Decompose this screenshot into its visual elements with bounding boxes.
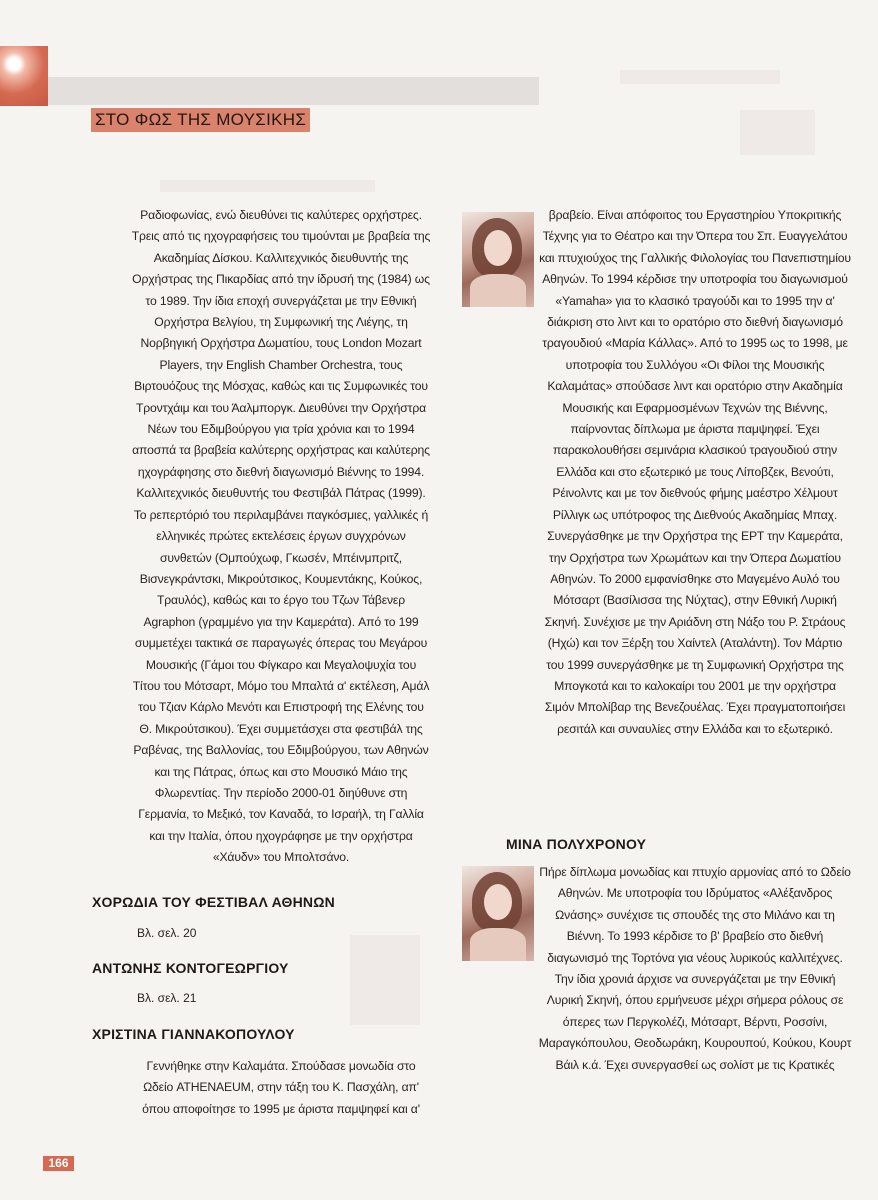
portrait-photo bbox=[462, 866, 534, 961]
page-reference: Βλ. σελ. 20 bbox=[137, 926, 197, 940]
bleed-through-shape bbox=[740, 110, 815, 155]
artist-heading: ΜΙΝΑ ΠΟΛΥΧΡΟΝΟΥ bbox=[506, 836, 647, 852]
bleed-through-shape bbox=[160, 180, 375, 192]
right-column-bio bbox=[538, 862, 852, 1076]
portrait-shoulders bbox=[470, 274, 526, 307]
page-number: 166 bbox=[43, 1156, 74, 1171]
artist-heading: ΧΟΡΩΔΙΑ ΤΟΥ ΦΕΣΤΙΒΑΛ ΑΘΗΝΩΝ bbox=[92, 894, 335, 910]
page-reference: Βλ. σελ. 21 bbox=[137, 991, 197, 1005]
bio-paragraph: βραβείο. Είναι απόφοιτος του Εργαστηρίου Υποκριτικής Τέχνης για το Θέατρο και την Όπερα του Σπ. Ευαγγελάτου και πτυχιούχος της Γαλλικής Φιλολογίας του Πανεπιστημίου Αθηνών. Το 1994 κέρδισε την υποτροφία του διαγωνισμού «Yamaha» για το κλασικό τραγούδι και το 1995 την α' διάκριση στο λιντ και το ορατόριο στο διεθνή διαγωνισμό τραγουδιού «Μαρία Κάλλας». Από το 1995 ως το 1998, με υποτροφία του Συλλόγου «Οι Φίλοι της Μουσικής Καλαμάτας» σπούδασε λιντ και ορατόριο στην Ακαδημία Μουσικής και Εφαρμοσμένων Τεχνών της Βιέννης, παίρνοντας δίπλωμα με άριστα παμψηφεί. Έχει παρακολουθήσει σεμινάρια κλασικού τραγουδιού στην Ελλάδα και στο εξωτερικό με τους Λίποβζεκ, Βενούτι, Ρέινολντς και με τον διεθνούς φήμης μαέστρο Χέλμουτ Ρίλλιγκ ως υπότροφος της Διεθνούς Ακαδημίας Μπαχ. Συνεργάσθηκε με την Ορχήστρα της ΕΡΤ την Καμεράτα, την Ορχήστρα των Χρωμάτων και την Όπερα Δωματίου Αθηνών. Το 2000 εμφανίσθηκε στο Μαγεμένο Αυλό του Μότσαρτ (Βασίλισσα της Νύχτας), στην Εθνική Λυρική Σκηνή. Συνέχισε με την Αριάδνη στη Νάξο του Ρ. Στράους (Ηχώ) και τον Ξέρξη του Χαίντελ (Αταλάντη). Τον Μάρτιο του 1999 συνεργάσθηκε με τη Συμφωνική Ορχήστρα της Μπογκοτά και το καλοκαίρι του 2001 με την ορχήστρα Σιμόν Μπολίβαρ της Βενεζουέλας. Έχει πραγματοποιήσει ρεσιτάλ και συναυλίες στην Ελλάδα και το εξωτερικό. bbox=[539, 208, 851, 736]
left-column-bio bbox=[131, 1056, 431, 1120]
portrait-shoulders bbox=[470, 928, 526, 961]
bio-paragraph: Ραδιοφωνίας, ενώ διευθύνει τις καλύτερες ορχήστρες. Τρεις από τις ηχογραφήσεις του τιμούνται με βραβεία της Ακαδημίας Δίσκου. Καλλιτεχνικός διευθυντής της Ορχήστρας της Πικαρδίας από την ίδρυσή της (1984) ως το 1989. Την ίδια εποχή συνεργάζεται με την Εθνική Ορχήστρα Βελγίου, τη Συμφωνική της Λιέγης, τη Νορβηγική Ορχήστρα Δωματίου, τους London Mozart Players, την English Chamber Orchestra, τους Βιρτουόζους της Μόσχας, καθώς και τις Συμφωνικές του Τροντχάιμ και του Άαλμποργκ. Διευθύνει την Ορχήστρα Νέων του Εδιμβούργου για τρία χρόνια και το 1994 αποσπά τα βραβεία καλύτερης ορχήστρας και καλύτερης ηχογράφησης στο διεθνή διαγωνισμό Βιέννης το 1994. Καλλιτεχνικός διευθυντής του Φεστιβάλ Πάτρας (1999). Το ρεπερτόριό του περιλαμβάνει παγκόσμιες, γαλλικές ή ελληνικές πρώτες εκτελέσεις έργων συγχρόνων συνθετών (Ομπούχωφ, Γκωσέν, Μπέινμπριτζ, Βισνεγκράντσκι, Μικρούτσικος, Κουμεντάκης, Κούκος, Τραυλός), καθώς και το έργο του Τζων Τάβενερ Agraphon (γραμμένο για την Καμεράτα). Από το 199 συμμετέχει τακτικά σε παραγωγές όπερας του Μεγάρου Μουσικής (Γάμοι του Φίγκαρο και Μεγαλοψυχία του Τίτου του Μότσαρτ, Μόμο του Μπαλτά α' εκτέλεση, Αμάλ του Τζιαν Κάρλο Μενότι και Επιστροφή της Ελένης του Θ. Μικρούτσικου). Έχει συμμετάσχει στα φεστιβάλ της Ραβένας, της Βαλλονίας, του Εδιμβούργου, των Αθηνών και της Πάτρας, όπως και στο Μουσικό Μάιο της Φλωρεντίας. Την περίοδο 2000-01 διηύθυνε στη Γερμανία, το Μεξικό, τον Καναδά, το Ισραήλ, τη Γαλλία και την Ιταλία, όπου ηχογράφησε με την ορχήστρα «Χάυδν» του Μπολτσάνο. bbox=[131, 208, 431, 865]
left-column bbox=[131, 205, 431, 869]
bio-paragraph: Πήρε δίπλωμα μονωδίας και πτυχίο αρμονίας από το Ωδείο Αθηνών. Με υποτροφία του Ιδρύματος «Αλέξανδρος Ωνάσης» συνέχισε τις σπουδές της στο Μιλάνο και τη Βιέννη. Το 1993 κέρδισε το β' βραβείο στο διεθνή διαγωνισμό της Τορτόνα για νέους λυρικούς καλλιτέχνες. Την ίδια χρονιά άρχισε να συνεργάζεται με την Εθνική Λυρική Σκηνή, όπου ερμήνευσε μέχρι σήμερα ρόλους σε όπερες των Περγκολέζι, Μότσαρτ, Βέρντι, Ροσσίνι, Μαραγκόπουλου, Θεοδωράκη, Κουρουπού, Κούκου, Κουρτ Βάιλ κ.ά. Έχει συνεργασθεί ως σολίστ με τις Κρατικές bbox=[538, 865, 852, 1072]
bio-paragraph: Γεννήθηκε στην Καλαμάτα. Σπούδασε μονωδία στο Ωδείο ATHENAEUM, στην τάξη του Κ. Πασχάλη, απ' όπου αποφοίτησε το 1995 με άριστα παμψηφεί και α' bbox=[142, 1059, 420, 1116]
artist-heading: ΑΝΤΩΝΗΣ ΚΟΝΤΟΓΕΩΡΓΙΟΥ bbox=[92, 960, 289, 976]
title-band bbox=[48, 77, 539, 105]
section-title: ΣΤΟ ΦΩΣ ΤΗΣ ΜΟΥΣΙΚΗΣ bbox=[91, 108, 310, 132]
bleed-through-shape bbox=[620, 70, 780, 84]
bleed-through-shape bbox=[350, 935, 420, 1025]
portrait-face bbox=[484, 884, 512, 920]
right-column bbox=[538, 205, 852, 740]
corner-accent bbox=[0, 46, 48, 106]
portrait-face bbox=[484, 230, 512, 266]
portrait-photo bbox=[462, 212, 534, 307]
artist-heading: ΧΡΙΣΤΙΝΑ ΓΙΑΝΝΑΚΟΠΟΥΛΟΥ bbox=[92, 1026, 295, 1042]
